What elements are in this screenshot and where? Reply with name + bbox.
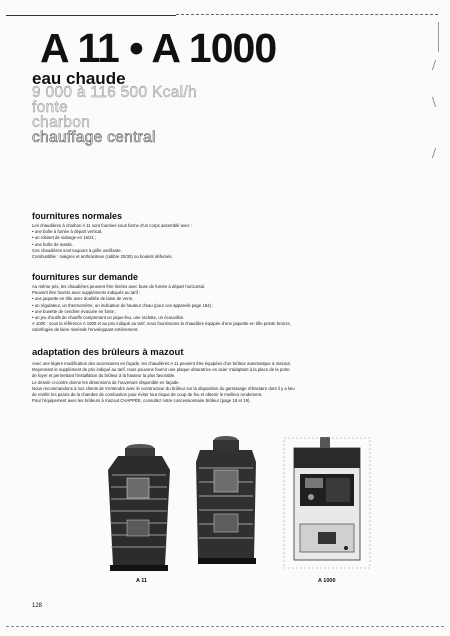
text-line: calorifugée de laine minérale l'enveloppant entièrement. — [32, 327, 139, 333]
margin-mark: / — [432, 146, 437, 160]
text-line: Les chaudières à charbon A 11 sont fournies sous forme d'un corps assemblé avec : — [32, 223, 193, 228]
power-range: 9 000 à 116 500 Kcal/h — [32, 84, 197, 101]
boiler-a11-photo-2 — [196, 436, 256, 564]
text-line: Ces chaudières sont toujours à grille oscillante. — [32, 247, 122, 253]
text-line: • un robinet de vidange en 15/21 ; — [32, 235, 97, 241]
text-line: Peuvent être fournis avec suppléments indiqués au tarif : — [32, 290, 141, 296]
material-line: fonte — [32, 99, 68, 116]
text-line: Avec une légère modification des accessoires en façade, les chaudières A 11 peuvent être équipées d'un brûleur automatique à mazout. — [32, 361, 291, 366]
page-number: 128 — [32, 603, 43, 609]
bottom-rule — [6, 626, 444, 627]
text-line: Au même prix, les chaudières peuvent être livrées avec buse de fumée à départ horizontal. — [32, 284, 206, 289]
text-line: A 1000 : sous la référence A 1000 et au prix indiqué au tarif, nous fournissons la chaudière équipée d'une jaquette en tôle peinte bronze, — [32, 321, 292, 327]
text-line: • une boîte à fumée à départ vertical, — [32, 229, 103, 235]
text-line: • une jaquette en tôle avec doublée de laine de verre, — [32, 296, 134, 302]
boiler-a11-photo-1 — [108, 444, 170, 571]
boiler-a1000-photo — [294, 437, 360, 560]
text-line: de revêtir les parois de la chambre de combustion pour éviter tout risque de coup de feu et obtenir le meilleur rendement. — [32, 392, 263, 398]
text-line: Nous recommandons à nos clients de s'entendre avec le constructeur du brûleur sur la disposition du garnissage réfractaire dont il y a lieu — [32, 385, 295, 391]
caption-a1000: A 1000 — [318, 578, 336, 584]
text-line: Le dessin ci-contre donne les dimensions de l'ouverture disponible en façade. — [32, 379, 180, 385]
usage-line: chauffage central — [32, 129, 156, 146]
section-heading-demande: fournitures sur demande — [32, 272, 139, 282]
text-line: • une buvette de cendrier évacuée en fonte ; — [32, 308, 117, 314]
text-line: • une boîte de mastic. — [32, 241, 74, 247]
text-line: • un jeu d'outils de chauffe comprenant un pique-feu, une raclette, un écouvillon. — [32, 315, 185, 321]
text-line: Moyennant le supplément de prix indiqué au tarif, nous pouvons fournir une plaque obturatrice en acier s'adaptant à la place de la porte — [32, 367, 290, 373]
margin-mark: / — [432, 58, 437, 72]
section-heading-normales: fournitures normales — [32, 211, 123, 221]
text-line: • un régulateur, un thermomètre, un indicateur de hauteur d'eau (pour ces appareils page 184) ; — [32, 302, 214, 308]
page-subtitle: eau chaude — [32, 69, 126, 88]
text-line: de foyer et permettant l'installation du brûleur à la hauteur la plus favorable. — [32, 373, 176, 379]
section-heading-mazout: adaptation des brûleurs à mazout — [32, 347, 184, 358]
page-title: A 11 • A 1000 — [40, 25, 277, 71]
margin-mark: \ — [432, 95, 437, 109]
fuel-line: charbon — [32, 114, 91, 131]
text-line: Combustible : maigres et anthraciteux (calibre 20/30) ou boulets défumés. — [32, 254, 173, 260]
caption-a11: A 11 — [136, 578, 148, 584]
text-line: Pour l'équipement avec les brûleurs à mazout CHAPPÉE, consultez notre concessionnaire brûleur (page 18 et 19). — [32, 398, 251, 404]
